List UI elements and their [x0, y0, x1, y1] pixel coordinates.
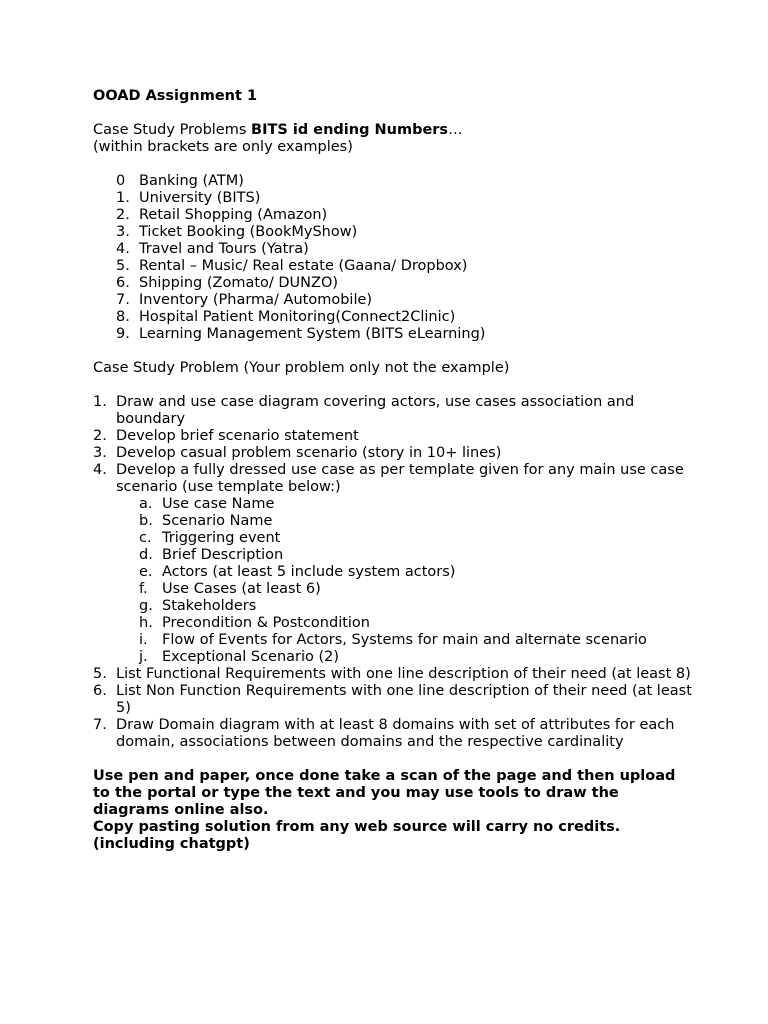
- item-text: Precondition & Postcondition: [162, 615, 370, 631]
- item-number: 5.: [116, 258, 130, 274]
- item-number: 1.: [116, 190, 130, 206]
- item-text: Develop a fully dressed use case as per template given for any main use case scenario (use template below:): [116, 462, 684, 495]
- intro-prefix: Case Study Problems: [93, 122, 252, 138]
- item-number: 8.: [116, 309, 130, 325]
- item-text: Exceptional Scenario (2): [162, 649, 340, 665]
- list-item: [116, 513, 693, 530]
- item-text: Actors (at least 5 include system actors): [162, 564, 456, 580]
- item-text: Learning Management System (BITS eLearning): [139, 326, 486, 342]
- list-item: [93, 309, 693, 326]
- list-item: [93, 462, 693, 666]
- list-item: [93, 326, 693, 343]
- list-item: [93, 428, 693, 445]
- item-text: Develop brief scenario statement: [116, 428, 359, 444]
- item-letter: a.: [139, 496, 153, 512]
- item-text: Ticket Booking (BookMyShow): [139, 224, 358, 240]
- document-body: [93, 88, 693, 853]
- item-text: Use Cases (at least 6): [162, 581, 321, 597]
- item-letter: g.: [139, 598, 153, 614]
- submission-note: Use pen and paper, once done take a scan of the page and then upload to the portal or type the text and you may use tools to draw the diagrams online also.: [93, 768, 676, 818]
- list-item: [93, 683, 693, 717]
- item-text: Rental – Music/ Real estate (Gaana/ Dropbox): [139, 258, 468, 274]
- list-item: [93, 224, 693, 241]
- item-letter: d.: [139, 547, 153, 563]
- item-text: Use case Name: [162, 496, 275, 512]
- list-item: [116, 581, 693, 598]
- list-item: [93, 666, 693, 683]
- case-study-list: [93, 173, 693, 343]
- list-item: [116, 496, 693, 513]
- item-number: 2.: [93, 428, 107, 444]
- item-number: 7.: [116, 292, 130, 308]
- item-text: Scenario Name: [162, 513, 273, 529]
- item-number: 3.: [116, 224, 130, 240]
- item-letter: f.: [139, 581, 148, 597]
- problem-heading: Case Study Problem (Your problem only not the example): [93, 360, 510, 376]
- item-text: List Non Function Requirements with one line description of their need (at least 5): [116, 683, 692, 716]
- item-letter: e.: [139, 564, 153, 580]
- notes-section: [93, 768, 693, 853]
- item-text: Hospital Patient Monitoring(Connect2Clinic): [139, 309, 456, 325]
- intro-bold: BITS id ending Numbers: [251, 122, 449, 138]
- item-text: Travel and Tours (Yatra): [139, 241, 309, 257]
- plagiarism-note: Copy pasting solution from any web source will carry no credits. (including chatgpt): [93, 819, 621, 852]
- list-item: [116, 649, 693, 666]
- item-number: 2.: [116, 207, 130, 223]
- list-item: [116, 564, 693, 581]
- list-item: [93, 394, 693, 428]
- item-number: 5.: [93, 666, 107, 682]
- list-item: [93, 190, 693, 207]
- intro-note: (within brackets are only examples): [93, 139, 353, 155]
- item-letter: c.: [139, 530, 152, 546]
- list-item: [116, 547, 693, 564]
- template-list: [116, 496, 693, 666]
- item-letter: b.: [139, 513, 153, 529]
- item-text: Banking (ATM): [139, 173, 244, 189]
- item-text: Draw Domain diagram with at least 8 domains with set of attributes for each domain, associations between domains and the respective cardinality: [116, 717, 675, 750]
- list-item: [93, 207, 693, 224]
- item-letter: i.: [139, 632, 148, 648]
- item-number: 4.: [93, 462, 107, 478]
- item-number: 7.: [93, 717, 107, 733]
- item-number: 9.: [116, 326, 130, 342]
- item-text: Shipping (Zomato/ DUNZO): [139, 275, 339, 291]
- item-number: 6.: [116, 275, 130, 291]
- item-text: Triggering event: [162, 530, 281, 546]
- list-item: [93, 258, 693, 275]
- list-item: [93, 445, 693, 462]
- list-item: [93, 717, 693, 751]
- item-text: Develop casual problem scenario (story in 10+ lines): [116, 445, 502, 461]
- list-item: [93, 241, 693, 258]
- item-number: 1.: [93, 394, 107, 410]
- item-number: 4.: [116, 241, 130, 257]
- list-item: [93, 173, 693, 190]
- item-number: 6.: [93, 683, 107, 699]
- item-number: 0: [116, 173, 126, 189]
- list-item: [93, 292, 693, 309]
- item-number: 3.: [93, 445, 107, 461]
- list-item: [116, 598, 693, 615]
- intro-line: [93, 122, 693, 139]
- intro-suffix: …: [448, 122, 463, 138]
- item-text: Retail Shopping (Amazon): [139, 207, 328, 223]
- document-title: OOAD Assignment 1: [93, 88, 258, 104]
- item-text: Flow of Events for Actors, Systems for main and alternate scenario: [162, 632, 647, 648]
- list-item: [93, 275, 693, 292]
- item-letter: h.: [139, 615, 153, 631]
- item-letter: j.: [139, 649, 148, 665]
- list-item: [116, 615, 693, 632]
- item-text: Inventory (Pharma/ Automobile): [139, 292, 373, 308]
- item-text: Brief Description: [162, 547, 284, 563]
- item-text: Stakeholders: [162, 598, 257, 614]
- item-text: Draw and use case diagram covering actors, use cases association and boundary: [116, 394, 635, 427]
- item-text: University (BITS): [139, 190, 261, 206]
- item-text: List Functional Requirements with one line description of their need (at least 8): [116, 666, 691, 682]
- task-list: [93, 394, 693, 751]
- list-item: [116, 530, 693, 547]
- list-item: [116, 632, 693, 649]
